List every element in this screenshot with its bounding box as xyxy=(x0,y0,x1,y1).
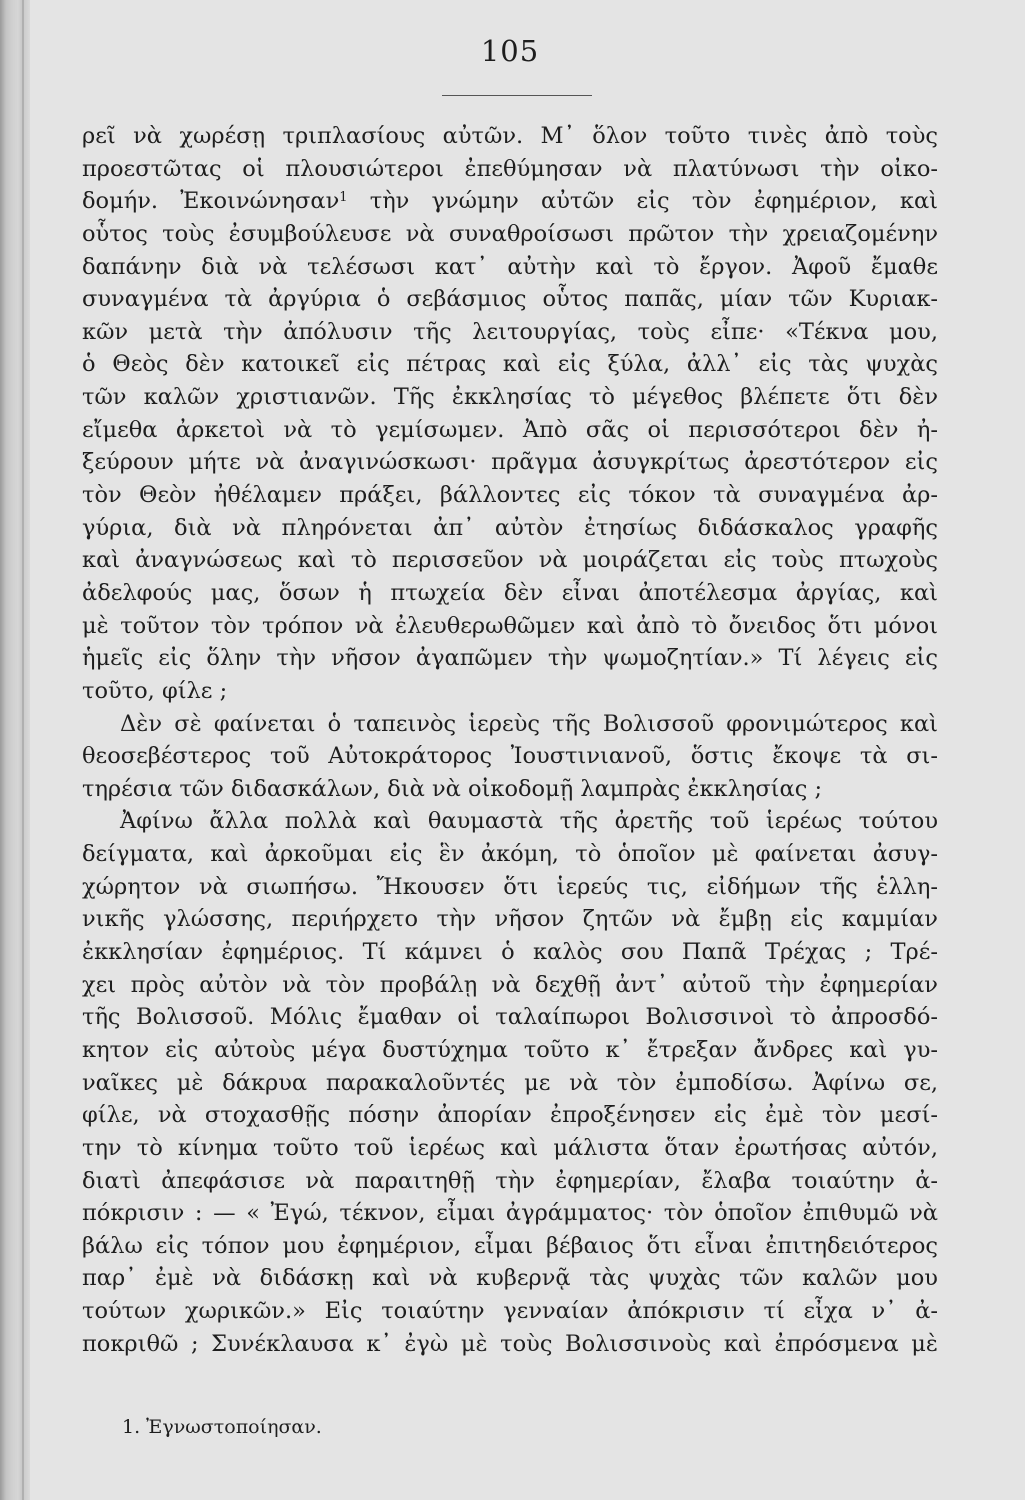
text-line: οὗτος τοὺς ἐσυμβούλευσε νὰ συναθροίσωσι πρῶτον τὴν χρειαζομένην xyxy=(82,220,938,247)
text-line: ἀδελφούς μας, ὅσων ἡ πτωχεία δὲν εἶναι ἀποτέλεσμα ἀργίας, καὶ xyxy=(82,579,938,606)
text-line: γύρια, διὰ νὰ πληρόνεται ἀπ᾿ αὐτὸν ἐτησίως διδάσκαλος γραφῆς xyxy=(82,514,938,541)
text-line: ποκριθῶ ; Συνέκλαυσα κ᾿ ἐγὼ μὲ τοὺς Βολισσινοὺς καὶ ἐπρόσμενα μὲ xyxy=(82,1330,938,1357)
text-line: προεστῶτας οἱ πλουσιώτεροι ἐπεθύμησαν νὰ πλατύνωσι τὴν οἰκο- xyxy=(82,155,938,182)
text-line: συναγμένα τὰ ἀργύρια ὁ σεβάσμιος οὗτος παπᾶς, μίαν τῶν Κυριακ- xyxy=(82,286,938,313)
text-fragment: δομήν. Ἐκοινώνησαν xyxy=(82,188,340,215)
text-line: πόκρισιν : — « Ἐγώ, τέκνον, εἶμαι ἀγράμματος· τὸν ὁποῖον ἐπιθυμῶ νὰ xyxy=(82,1200,938,1227)
text-line: τῶν καλῶν χριστιανῶν. Τῆς ἐκκλησίας τὸ μέγεθος βλέπετε ὅτι δὲν xyxy=(82,384,938,411)
text-line: ρεῖ νὰ χωρέσῃ τριπλασίους αὐτῶν. Μ᾿ ὅλον τοῦτο τινὲς ἀπὸ τοὺς xyxy=(82,123,938,149)
text-line: τὸν Θεὸν ἠθέλαμεν πράξει, βάλλοντες εἰς τόκον τὰ συναγμένα ἀρ- xyxy=(82,482,938,509)
footnote: 1. Ἐγνωστοποίησαν. xyxy=(122,1416,322,1438)
text-line: ναῖκες μὲ δάκρυα παρακαλοῦντές με νὰ τὸν ἐμποδίσω. Ἀφίνω σε, xyxy=(82,1069,938,1096)
text-line: ξεύρουν μήτε νὰ ἀναγινώσκωσι· πρᾶγμα ἀσυγκρίτως ἀρεστότερον εἰς xyxy=(82,449,938,476)
text-line-with-footnote xyxy=(82,185,938,218)
text-line: διατὶ ἀπεφάσισε νὰ παραιτηθῇ τὴν ἐφημερίαν, ἔλαβα τοιαύτην ἀ- xyxy=(82,1167,938,1194)
text-line: τῆς Βολισσοῦ. Μόλις ἔμαθαν οἱ ταλαίπωροι Βολισσινοὶ τὸ ἀπροσδό- xyxy=(82,1004,938,1031)
book-spine-shadow xyxy=(0,0,30,1500)
text-line: χώρητον νὰ σιωπήσω. Ἤκουσεν ὅτι ἱερεύς τις, εἰδήμων τῆς ἑλλη- xyxy=(82,873,938,900)
text-line: χει πρὸς αὐτὸν νὰ τὸν προβάλῃ νὰ δεχθῇ ἀντ᾿ αὐτοῦ τὴν ἐφημερίαν xyxy=(82,971,938,998)
text-line: φίλε, νὰ στοχασθῇς πόσην ἀπορίαν ἐπροξένησεν εἰς ἐμὲ τὸν μεσί- xyxy=(82,1102,938,1129)
text-line: θεοσεβέστερος τοῦ Αὐτοκράτορος Ἰουστινιανοῦ, ὅστις ἔκοψε τὰ σι- xyxy=(82,743,938,770)
text-line: δείγματα, καὶ ἀρκοῦμαι εἰς ἓν ἀκόμη, τὸ ὁποῖον μὲ φαίνεται ἀσυγ- xyxy=(82,841,938,868)
text-fragment: τὴν γνώμην αὐτῶν εἰς τὸν ἐφημέριον, καὶ xyxy=(369,188,938,215)
text-line: Ἀφίνω ἄλλα πολλὰ καὶ θαυμαστὰ τῆς ἀρετῆς τοῦ ἱερέως τούτου xyxy=(120,808,938,835)
text-line: ὁ Θεὸς δὲν κατοικεῖ εἰς πέτρας καὶ εἰς ξύλα, ἀλλ᾿ εἰς τὰς ψυχὰς xyxy=(82,351,938,378)
text-line: παρ᾿ ἐμὲ νὰ διδάσκῃ καὶ νὰ κυβερνᾷ τὰς ψυχὰς τῶν καλῶν μου xyxy=(82,1265,938,1292)
header-rule xyxy=(442,95,592,96)
text-line: τηρέσια τῶν διδασκάλων, διὰ νὰ οἰκοδομῇ λαμπρὰς ἐκκλησίας ; xyxy=(82,775,823,802)
text-line: μὲ τοῦτον τὸν τρόπον νὰ ἐλευθερωθῶμεν καὶ ἀπὸ τὸ ὄνειδος ὅτι μόνοι xyxy=(82,612,938,639)
text-line: την τὸ κίνημα τοῦτο τοῦ ἱερέως καὶ μάλιστα ὅταν ἐρωτήσας αὐτόν, xyxy=(82,1134,938,1161)
text-line: ἐκκλησίαν ἐφημέριος. Τί κάμνει ὁ καλὸς σου Παπᾶ Τρέχας ; Τρέ- xyxy=(82,939,938,966)
body-text xyxy=(82,120,938,1360)
text-line: νικῆς γλώσσης, περιήρχετο τὴν νῆσον ζητῶν νὰ ἔμβῃ εἰς καμμίαν xyxy=(82,906,938,933)
page-number: 105 xyxy=(480,34,540,68)
text-line: ἡμεῖς εἰς ὅλην τὴν νῆσον ἀγαπῶμεν τὴν ψωμοζητίαν.» Τί λέγεις εἰς xyxy=(82,645,938,672)
text-line: κῶν μετὰ τὴν ἀπόλυσιν τῆς λειτουργίας, τοὺς εἶπε· «Τέκνα μου, xyxy=(82,318,938,345)
text-line: κητον εἰς αὐτοὺς μέγα δυστύχημα τοῦτο κ᾿ ἔτρεξαν ἄνδρες καὶ γυ- xyxy=(82,1036,938,1063)
text-line: τούτων χωρικῶν.» Εἰς τοιαύτην γενναίαν ἀπόκρισιν τί εἶχα ν᾿ ἀ- xyxy=(82,1298,938,1325)
text-line: τοῦτο, φίλε ; xyxy=(82,677,228,704)
footnote-marker: 1 xyxy=(339,190,348,206)
text-line: καὶ ἀναγνώσεως καὶ τὸ περισσεῦον νὰ μοιράζεται εἰς τοὺς πτωχοὺς xyxy=(82,547,938,574)
text-line: βάλω εἰς τόπον μου ἐφημέριον, εἶμαι βέβαιος ὅτι εἶναι ἐπιτηδειότερος xyxy=(82,1232,938,1259)
text-line: Δὲν σὲ φαίνεται ὁ ταπεινὸς ἱερεὺς τῆς Βολισσοῦ φρονιμώτερος καὶ xyxy=(120,710,938,737)
text-line: εἴμεθα ἀρκετοὶ νὰ τὸ γεμίσωμεν. Ἀπὸ σᾶς οἱ περισσότεροι δὲν ἠ- xyxy=(82,416,938,443)
text-line: δαπάνην διὰ νὰ τελέσωσι κατ᾿ αὐτὴν καὶ τὸ ἔργον. Ἀφοῦ ἔμαθε xyxy=(82,253,938,280)
